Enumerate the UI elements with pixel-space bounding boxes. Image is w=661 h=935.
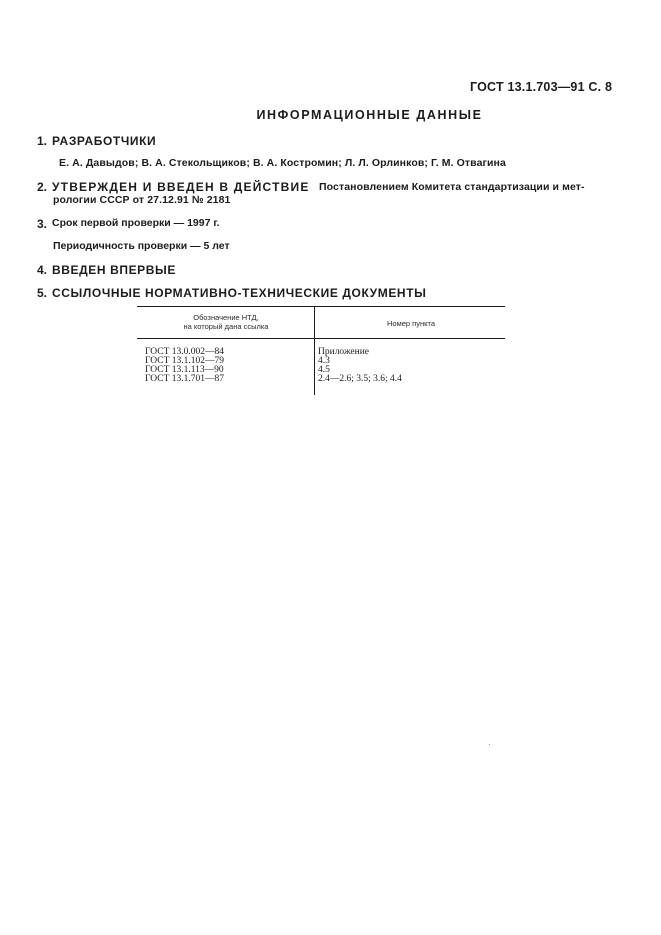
table-top-rule [137, 306, 505, 307]
table-header-rule [137, 338, 505, 339]
table-cell-clause: 4.3 [318, 356, 330, 366]
approval-text-line-2: рологии СССР от 27.12.91 № 2181 [53, 194, 231, 206]
section-5-heading: ССЫЛОЧНЫЕ НОРМАТИВНО-ТЕХНИЧЕСКИЕ ДОКУМЕНТЫ [52, 286, 427, 300]
section-2-number: 2. [37, 180, 48, 194]
table-cell-clause: 4.5 [318, 365, 330, 375]
developers-list: Е. А. Давыдов; В. А. Стекольщиков; В. А. Костромин; Л. Л. Орлинков; Г. М. Отвагина [59, 157, 506, 169]
page-title: ИНФОРМАЦИОННЫЕ ДАННЫЕ [256, 108, 483, 122]
table-cell-clause: Приложение [318, 347, 369, 357]
section-4-number: 4. [37, 263, 48, 277]
section-5-number: 5. [37, 286, 48, 300]
section-2-heading: УТВЕРЖДЕН И ВВЕДЕН В ДЕЙСТВИЕ [52, 180, 310, 194]
table-cell-doc: ГОСТ 13.1.113—90 [145, 365, 224, 375]
check-periodicity: Периодичность проверки — 5 лет [53, 240, 230, 252]
table-header-doc-line-1: Обозначение НТД, [193, 313, 259, 322]
document-code: ГОСТ 13.1.703—91 С. 8 [470, 80, 613, 94]
section-3-number: 3. [37, 217, 48, 231]
table-column-divider [314, 306, 315, 395]
table-header-doc-line-2: на который дана ссылка [183, 322, 269, 331]
section-1-heading: РАЗРАБОТЧИКИ [52, 134, 157, 148]
section-1-number: 1. [37, 134, 48, 148]
section-4-heading: ВВЕДЕН ВПЕРВЫЕ [52, 263, 177, 277]
table-cell-clause: 2.4—2.6; 3.5; 3.6; 4.4 [318, 374, 402, 384]
table-cell-doc: ГОСТ 13.1.701—87 [145, 374, 224, 384]
table-cell-doc: ГОСТ 13.0.002—84 [145, 347, 224, 357]
table-cell-doc: ГОСТ 13.1.102—79 [145, 356, 224, 366]
first-check-term: Срок первой проверки — 1997 г. [52, 217, 220, 229]
table-header-clause: Номер пункта [386, 319, 435, 328]
scan-speck [489, 744, 490, 745]
approval-text-line-1: Постановлением Комитета стандартизации и мет- [319, 181, 585, 193]
